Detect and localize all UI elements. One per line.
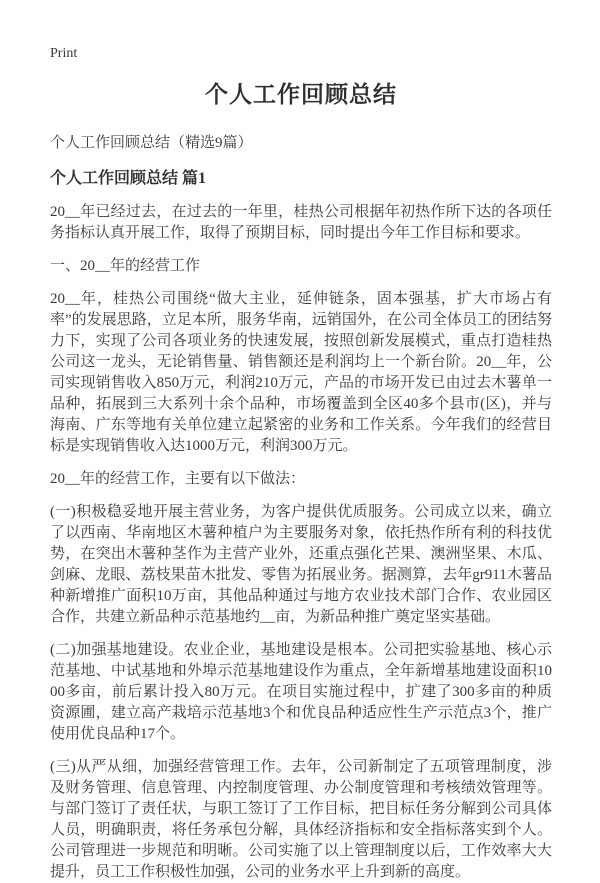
section-heading: 个人工作回顾总结 篇1 bbox=[50, 170, 207, 187]
document-subtitle: 个人工作回顾总结（精选9篇） bbox=[50, 135, 253, 151]
print-link[interactable]: Print bbox=[50, 46, 78, 61]
paragraph-method-3: (三)从严从细，加强经营管理工作。去年，公司新制定了五项管理制度，涉及财务管理、信息管理、内控制度管理、办公制度管理和考核绩效管理等。与部门签订了责任状，与职工签订了工作目标，把目标任务分解到公司具体人员，明确职责，将任务承包分解，具体经济指标和安全指标落实到个人。公司管理进一步规范和明晰。公司实施了以上管理制度以后，工作效率大大提升，员工工作积极性加强，公司的业务水平上升到新的高度。 bbox=[50, 759, 552, 880]
paragraph-method-2: (二)加强基地建设。农业企业，基地建设是根本。公司把实验基地、核心示范基地、中试基地和外埠示范基地建设作为重点，全年新增基地建设面积1000多亩，前后累计投入80万元。在项目实施过程中，扩建了300多亩的种质资源圃，建立高产栽培示范基地3个和优良品种适应性生产示范点3个，推广使用优良品种17个。 bbox=[50, 642, 552, 742]
paragraph-business-overview: 20__年，桂热公司围绕“做大主业，延伸链条，固本强基，扩大市场占有率”的发展思路，立足本所，服务华南，远销国外，在公司全体员工的团结努力下，实现了公司各项业务的快速发展，按照创新发展模式，重点打造桂热公司这一龙头，无论销售量、销售额还是利润均上一个新台阶。20__年，公司实现销售收入850万元，利润210万元，产品的市场开发已由过去木薯单一品种，拓展到三大系列十余个品种，市场覆盖到全区40多个县市(区)，并与海南、广东等地有关单位建立起紧密的业务和工作关系。今年我们的经营目标是实现销售收入达1000万元，利润300万元。 bbox=[50, 291, 552, 454]
paragraph-methods-lead: 20__年的经营工作，主要有以下做法： bbox=[50, 471, 306, 487]
paragraph-intro: 20__年已经过去，在过去的一年里，桂热公司根据年初热作所下达的各项任务指标认真开展工作，取得了预期目标，同时提出今年工作目标和要求。 bbox=[50, 204, 552, 241]
page-title: 个人工作回顾总结 bbox=[205, 82, 397, 107]
paragraph-method-1: (一)积极稳妥地开展主营业务，为客户提供优质服务。公司成立以来，确立了以西南、华南地区木薯种植户为主要服务对象，依托热作所有利的科技优势，在突出木薯种茎作为主营产业外，还重点强化芒果、澳洲坚果、木瓜、剑麻、龙眼、荔枝果苗木批发、零售为拓展业务。据测算，去年gr911木薯品种新增推广面积10万亩，其他品种通过与地方农业技术部门合作、农业园区合作，共建立新品种示范基地约__亩，为新品种推广奠定坚实基础。 bbox=[50, 504, 552, 625]
heading-business-year: 一、20__年的经营工作 bbox=[50, 258, 201, 274]
